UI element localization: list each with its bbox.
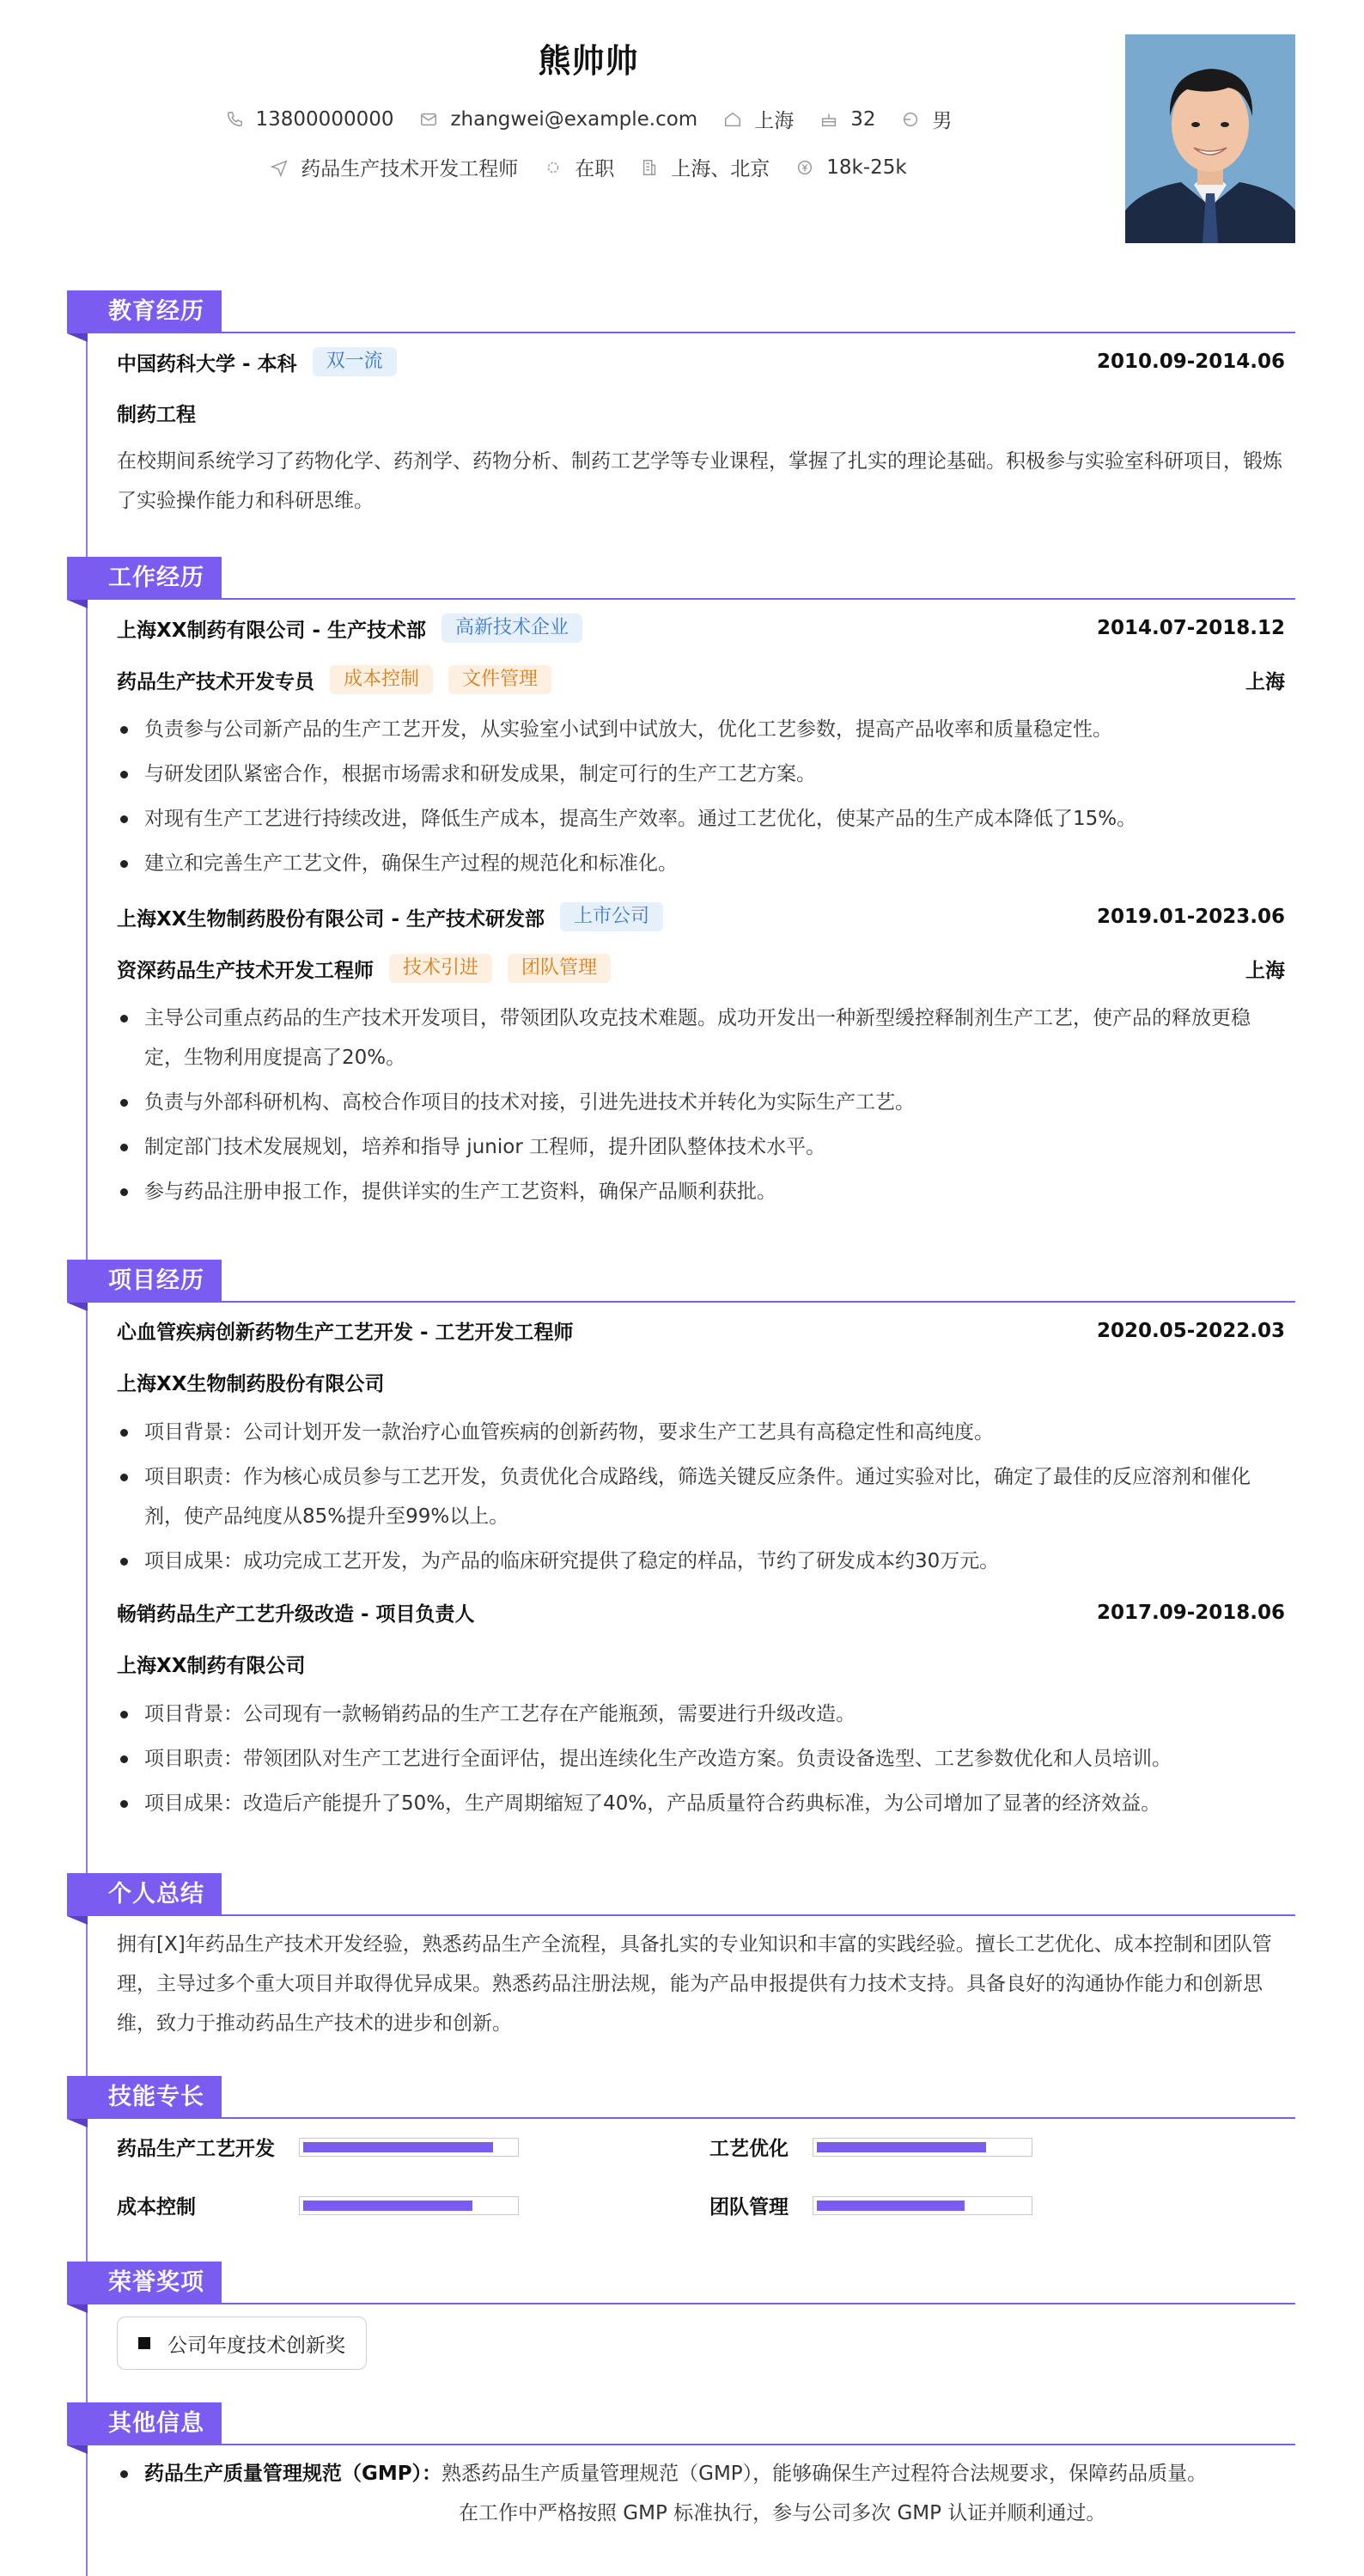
- skill-name: 工艺优化: [709, 2138, 789, 2160]
- section-divider: [86, 2444, 1295, 2445]
- job-city: 上海: [1245, 670, 1285, 693]
- city-info: [723, 105, 794, 133]
- timeline-rail: [86, 309, 88, 2576]
- company-tag: 高新技术企业: [441, 613, 582, 643]
- section-fold: [67, 1916, 88, 1925]
- bullet-dot-icon: [120, 2470, 128, 2478]
- job-role: 药品生产技术开发专员: [117, 670, 314, 693]
- job-header-row: [117, 613, 1285, 643]
- job-city: 上海: [1245, 959, 1285, 982]
- skill-item: [117, 2133, 519, 2161]
- section-title: 教育经历: [67, 290, 222, 333]
- list-item: 项目职责：带领团队对生产工艺进行全面评估，提出连续化生产改造方案。负责设备选型、工艺参数优化和人员培训。: [117, 1739, 1285, 1779]
- job-header-row: [117, 902, 1285, 931]
- skill-name: 成本控制: [117, 2196, 196, 2219]
- list-item: 主导公司重点药品的生产技术开发项目，带领团队攻克技术难题。成功开发出一种新型缓控释制剂生产工艺，使产品的释放更稳定，生物利用度提高了20%。: [117, 998, 1285, 1077]
- locations-text: 上海、北京: [671, 158, 770, 180]
- skill-bar-fill: [817, 2142, 986, 2152]
- list-item: 项目成果：成功完成工艺开发，为产品的临床研究提供了稳定的样品，节约了研发成本约30万元。: [117, 1541, 1285, 1581]
- skill-name: 团队管理: [709, 2196, 789, 2219]
- list-item: 项目背景：公司现有一款畅销药品的生产工艺存在产能瓶颈，需要进行升级改造。: [117, 1694, 1285, 1734]
- education-period: 2010.09-2014.06: [1096, 351, 1285, 373]
- phone-info: [225, 108, 394, 131]
- candidate-name: 熊帅帅: [538, 42, 639, 80]
- square-bullet-icon: [138, 2337, 150, 2349]
- project-org-row: [117, 1368, 1285, 1396]
- skill-bar: [813, 2138, 1032, 2157]
- job-bullet-list: [117, 998, 1285, 1217]
- list-item: 建立和完善生产工艺文件，确保生产过程的规范化和标准化。: [117, 844, 1285, 883]
- other-info-line-1: 熟悉药品生产质量管理规范（GMP），能够确保生产过程符合法规要求，保障药品质量。: [441, 2463, 1208, 2485]
- skill-bar: [299, 2138, 519, 2157]
- gender-info: [901, 105, 952, 133]
- project-org: 上海XX生物制药股份有限公司: [117, 1373, 385, 1395]
- project-period: 2020.05-2022.03: [1096, 1319, 1285, 1342]
- skill-bar-fill: [303, 2201, 472, 2211]
- list-item: 制定部门技术发展规划，培养和指导 junior 工程师，提升团队整体技术水平。: [117, 1127, 1285, 1167]
- job-intent-row: [0, 153, 1177, 181]
- job-bullet-list: [117, 710, 1285, 888]
- role-tag: 成本控制: [330, 665, 433, 694]
- skill-item: [117, 2191, 519, 2219]
- project-bullet-list: [117, 1694, 1285, 1828]
- gender-icon: [901, 110, 920, 129]
- status-info: [544, 153, 614, 181]
- role-tag: 文件管理: [448, 665, 551, 694]
- list-item: 对现有生产工艺进行持续改进，降低生产成本，提高生产效率。通过工艺优化，使某产品的生产成本降低了15%。: [117, 799, 1285, 839]
- project-name: 畅销药品生产工艺升级改造 - 项目负责人: [117, 1603, 475, 1626]
- phone-text: 13800000000: [255, 107, 394, 131]
- section-title: 个人总结: [67, 1873, 222, 1916]
- section-divider: [86, 2303, 1295, 2304]
- list-item: 项目成果：改造后产能提升了50%，生产周期缩短了40%，产品质量符合药典标准，为公司增加了显著的经济效益。: [117, 1784, 1285, 1823]
- list-item: 参与药品注册申报工作，提供详实的生产工艺资料，确保产品顺利获批。: [117, 1172, 1285, 1212]
- profile-photo: [1125, 34, 1295, 243]
- project-org-row: [117, 1650, 1285, 1678]
- section-fold: [67, 2119, 88, 2127]
- section-title: 其他信息: [67, 2402, 222, 2445]
- project-header-row: [117, 1598, 1285, 1627]
- major-name: 制药工程: [117, 404, 196, 426]
- list-item: 负责参与公司新产品的生产工艺开发，从实验室小试到中试放大，优化工艺参数，提高产品收率和质量稳定性。: [117, 710, 1285, 749]
- skill-name: 药品生产工艺开发: [117, 2138, 275, 2160]
- email-info: [419, 108, 697, 131]
- school-name: 中国药科大学 - 本科: [117, 352, 297, 375]
- list-item: 负责与外部科研机构、高校合作项目的技术对接，引进先进技术并转化为实际生产工艺。: [117, 1083, 1285, 1122]
- project-org: 上海XX制药有限公司: [117, 1655, 306, 1677]
- other-info-label: 药品生产质量管理规范（GMP）：: [144, 2463, 442, 2485]
- job-role-row: [117, 954, 1285, 983]
- other-info-line-2: 在工作中严格按照 GMP 标准执行，参与公司多次 GMP 认证并顺利通过。: [459, 2502, 1106, 2524]
- section-title: 工作经历: [67, 557, 222, 600]
- role-tag: 团队管理: [508, 954, 611, 983]
- project-bullet-list: [117, 1413, 1285, 1586]
- job-period: 2019.01-2023.06: [1096, 906, 1285, 928]
- send-icon: [270, 158, 289, 177]
- section-divider: [86, 1301, 1295, 1303]
- section-divider: [86, 598, 1295, 600]
- list-item: 与研发团队紧密合作，根据市场需求和研发成果，制定可行的生产工艺方案。: [117, 754, 1285, 794]
- job-role: 资深药品生产技术开发工程师: [117, 959, 374, 982]
- gender-text: 男: [932, 110, 953, 132]
- project-header-row: [117, 1316, 1285, 1345]
- cake-icon: [819, 110, 838, 129]
- school-tag: 双一流: [313, 347, 397, 376]
- skill-item: [709, 2191, 1032, 2219]
- summary-text: 拥有[X]年药品生产技术开发经验，熟悉药品生产全流程，具备扎实的专业知识和丰富的实践经验。擅长工艺优化、成本控制和团队管理，主导过多个重大项目并取得优异成果。熟悉药品注册法规，能为产品申报提供有力技术支持。具备良好的沟通协作能力和创新思维，致力于推动药品生产技术的进步和创新。: [117, 1933, 1272, 2035]
- project-name: 心血管疾病创新药物生产工艺开发 - 工艺开发工程师: [117, 1322, 574, 1344]
- company-tag: 上市公司: [560, 902, 663, 931]
- skill-bar: [813, 2196, 1032, 2215]
- section-title: 技能专长: [67, 2076, 222, 2119]
- mail-icon: [419, 110, 438, 129]
- section-fold: [67, 1303, 88, 1311]
- city-text: 上海: [754, 110, 795, 132]
- age-info: [819, 108, 875, 131]
- age-text: 32: [850, 107, 876, 131]
- section-divider: [86, 1914, 1295, 1916]
- salary-info: [795, 156, 906, 179]
- project-period: 2017.09-2018.06: [1096, 1601, 1285, 1624]
- role-tag: 技术引进: [389, 954, 492, 983]
- list-item: 项目职责：作为核心成员参与工艺开发，负责优化合成路线，筛选关键反应条件。通过实验对比，确定了最佳的反应溶剂和催化剂，使产品纯度从85%提升至99%以上。: [117, 1457, 1285, 1536]
- salary-text: 18k-25k: [826, 156, 907, 179]
- status-text: 在职: [575, 158, 615, 180]
- section-fold: [67, 2445, 88, 2454]
- phone-icon: [225, 110, 244, 129]
- contact-row: [0, 105, 1177, 133]
- skill-bar: [299, 2196, 519, 2215]
- list-item: 项目背景：公司计划开发一款治疗心血管疾病的创新药物，要求生产工艺具有高稳定性和高纯度。: [117, 1413, 1285, 1452]
- status-icon: [544, 158, 563, 177]
- section-title: 荣誉奖项: [67, 2262, 222, 2304]
- company-name: 上海XX生物制药股份有限公司 - 生产技术研发部: [117, 907, 545, 931]
- job-target-text: 药品生产技术开发工程师: [301, 158, 519, 180]
- award-badge: [117, 2317, 367, 2370]
- section-divider: [86, 2117, 1295, 2119]
- job-target-info: [270, 153, 518, 181]
- job-role-row: [117, 665, 1285, 694]
- resume-header: [0, 0, 1364, 258]
- section-fold: [67, 600, 88, 608]
- section-fold: [67, 333, 88, 342]
- section-title: 项目经历: [67, 1260, 222, 1303]
- skill-bar-fill: [817, 2201, 965, 2211]
- education-header-row: [117, 347, 1285, 376]
- locations-info: [640, 153, 770, 181]
- company-name: 上海XX制药有限公司 - 生产技术部: [117, 619, 427, 642]
- other-info-item: [117, 2454, 1295, 2533]
- money-icon: [795, 158, 814, 177]
- job-period: 2014.07-2018.12: [1096, 617, 1285, 639]
- major-row: [117, 399, 1285, 427]
- email-text: zhangwei@example.com: [450, 107, 698, 131]
- skill-item: [709, 2133, 1032, 2161]
- skill-bar-fill: [303, 2142, 493, 2152]
- education-description: 在校期间系统学习了药物化学、药剂学、药物分析、制药工艺学等专业课程，掌握了扎实的理论基础。积极参与实验室科研项目，锻炼了实验操作能力和科研思维。: [117, 450, 1282, 512]
- section-fold: [67, 2304, 88, 2313]
- building-icon: [640, 158, 659, 177]
- section-divider: [86, 332, 1295, 333]
- home-icon: [723, 110, 742, 129]
- award-name: 公司年度技术创新奖: [167, 2334, 345, 2357]
